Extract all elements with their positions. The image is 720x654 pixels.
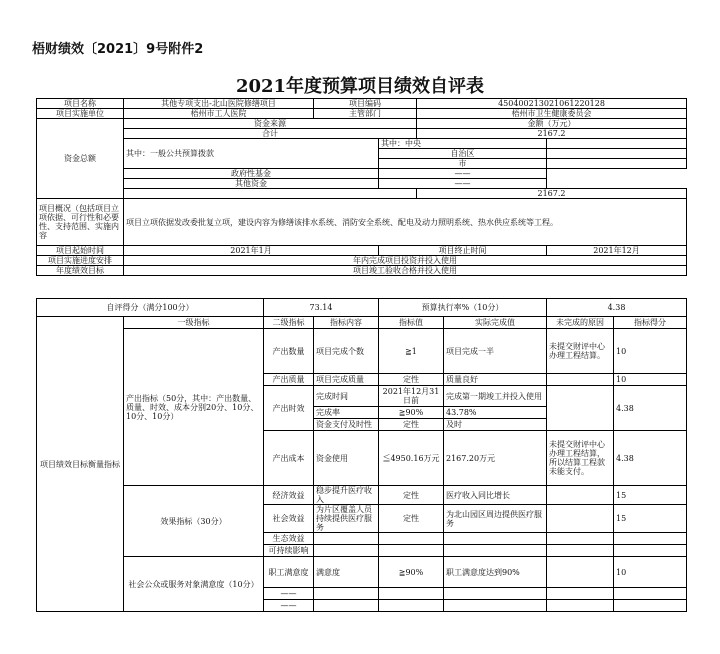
self-score: 73.14: [264, 299, 379, 317]
time3-actual: 及时: [444, 419, 547, 431]
header-score: 指标得分: [614, 317, 687, 329]
start-time: 2021年1月: [124, 246, 379, 256]
time2-content: 完成率: [314, 407, 379, 419]
cost-value: ≦4950.16万元: [379, 431, 444, 486]
time-reason: [547, 386, 614, 431]
sat2-score: [614, 588, 687, 600]
schedule: 年内完成项目投资并投入使用: [124, 256, 687, 266]
other-fund-amount: ——: [379, 179, 547, 189]
label-annual-goal: 年度绩效目标: [37, 266, 124, 276]
satisfaction-score: 10: [614, 557, 687, 588]
label-goal-indicators: 项目绩效目标衡量指标: [37, 317, 124, 612]
other-amount: 2167.2: [417, 189, 687, 199]
central-amount: [547, 139, 687, 149]
label-impl-unit: 项目实施单位: [37, 109, 124, 119]
sustain-content: [314, 545, 379, 557]
cost-l2: 产出成本: [264, 431, 314, 486]
eco-reason: [547, 533, 614, 545]
label-fund-source: 资金来源: [124, 119, 417, 129]
label-amount: 金额（万元）: [417, 119, 687, 129]
label-total: 合计: [124, 129, 417, 139]
time1-content: 完成时间: [314, 386, 379, 407]
sat2-content: [314, 588, 379, 600]
social-l2: 社会效益: [264, 505, 314, 533]
econ-content: 稳步提升医疗收入: [314, 486, 379, 505]
header-l2: 二级指标: [264, 317, 314, 329]
sat2-actual: [444, 588, 547, 600]
qty-l2: 产出数量: [264, 329, 314, 374]
label-gov-fund: 政府性基金: [124, 169, 379, 179]
satisfaction-l2: 职工满意度: [264, 557, 314, 588]
impl-unit: 梧州市工人医院: [124, 109, 314, 119]
econ-score: 15: [614, 486, 687, 505]
label-schedule: 项目实施进度安排: [37, 256, 124, 266]
quality-actual: 质量良好: [444, 374, 547, 386]
exec-rate: 4.38: [547, 299, 687, 317]
social-actual: 为北山园区周边提供医疗服务: [444, 505, 547, 533]
label-start: 项目起始时间: [37, 246, 124, 256]
label-supervisor: 主管部门: [314, 109, 417, 119]
annual-goal: 项目竣工验收合格并投入使用: [124, 266, 687, 276]
sat3-score: [614, 600, 687, 612]
eco-actual: [444, 533, 547, 545]
sustain-score: [614, 545, 687, 557]
time3-content: 资金支付及时性: [314, 419, 379, 431]
label-other-fund: 其他资金: [124, 179, 379, 189]
form-title: 2021年度预算项目绩效自评表: [235, 76, 485, 97]
label-satisfaction: 社会公众或服务对象满意度（10分）: [124, 557, 264, 612]
header-content: 指标内容: [314, 317, 379, 329]
label-overview: 项目概况（包括项目立项依据、可行性和必要性、支持范围、实施内容: [37, 199, 124, 246]
cost-reason: 未提交财评中心办理工程结算，所以结算工程款未能支付。: [547, 431, 614, 486]
total-amount: 2167.2: [417, 129, 687, 139]
time1-value: 2021年12月31日前: [379, 386, 444, 407]
supervisor: 梧州市卫生健康委员会: [417, 109, 687, 119]
document-number: 梧财绩效〔2021〕9号附件2: [32, 42, 204, 57]
header-reason: 未完成的原因: [547, 317, 614, 329]
label-exec-rate: 预算执行率%（10分）: [379, 299, 547, 317]
satisfaction-value: ≧90%: [379, 557, 444, 588]
qty-score: 10: [614, 329, 687, 374]
time-l2: 产出时效: [264, 386, 314, 431]
sat2-reason: [547, 588, 614, 600]
sat3-content: [314, 600, 379, 612]
project-code: 450400213021061220128: [417, 99, 687, 109]
label-project-name: 项目名称: [37, 99, 124, 109]
social-reason: [547, 505, 614, 533]
label-general-budget: 其中：一般公共预算拨款: [124, 139, 379, 169]
label-central: 其中：中央: [379, 139, 547, 149]
quality-l2: 产出质量: [264, 374, 314, 386]
sustain-actual: [444, 545, 547, 557]
time1-actual: 完成第一期竣工并投入使用: [444, 386, 547, 407]
sat3-value: [379, 600, 444, 612]
label-effect-indicators: 效果指标（30分）: [124, 486, 264, 557]
header-value: 指标值: [379, 317, 444, 329]
econ-l2: 经济效益: [264, 486, 314, 505]
label-output-indicators: 产出指标（50分，其中：产出数量、质量、时效、成本分别20分、10分、10分、10分）: [124, 329, 264, 486]
label-city: 市: [379, 159, 547, 169]
header-l1: 一级指标: [124, 317, 264, 329]
quality-score: 10: [614, 374, 687, 386]
eco-content: [314, 533, 379, 545]
satisfaction-actual: 职工满意度达到90%: [444, 557, 547, 588]
satisfaction-reason: [547, 557, 614, 588]
cost-content: 资金使用: [314, 431, 379, 486]
label-project-code: 项目编码: [314, 99, 417, 109]
sat2-value: [379, 588, 444, 600]
sat3-actual: [444, 600, 547, 612]
social-value: 定性: [379, 505, 444, 533]
quality-content: 项目完成质量: [314, 374, 379, 386]
time3-value: 定性: [379, 419, 444, 431]
qty-actual: 项目完成一半: [444, 329, 547, 374]
label-self-score: 自评得分（满分100分）: [37, 299, 264, 317]
eco-value: [379, 533, 444, 545]
indicator-table: [36, 298, 687, 612]
project-info-table: [36, 98, 687, 276]
project-overview: 项目立项依据发改委批复立项，建设内容为修缮该排水系统、消防安全系统、配电及动力照明系统、热水供应系统等工程。: [124, 199, 687, 246]
econ-reason: [547, 486, 614, 505]
blank-cell: [124, 189, 417, 199]
satisfaction-content: 满意度: [314, 557, 379, 588]
econ-value: 定性: [379, 486, 444, 505]
satisfaction-dash2: ——: [264, 600, 314, 612]
region-amount: [547, 149, 687, 159]
sat3-reason: [547, 600, 614, 612]
qty-content: 项目完成个数: [314, 329, 379, 374]
sustain-value: [379, 545, 444, 557]
label-region: 自治区: [379, 149, 547, 159]
label-fund-total: 资金总额: [37, 119, 124, 199]
eco-score: [614, 533, 687, 545]
city-amount: [547, 159, 687, 169]
time2-value: ≧90%: [379, 407, 444, 419]
gov-fund-amount: ——: [379, 169, 547, 179]
quality-reason: [547, 374, 614, 386]
eco-l2: 生态效益: [264, 533, 314, 545]
econ-actual: 医疗收入同比增长: [444, 486, 547, 505]
cost-actual: 2167.20万元: [444, 431, 547, 486]
social-score: 15: [614, 505, 687, 533]
qty-value: ≧1: [379, 329, 444, 374]
satisfaction-dash1: ——: [264, 588, 314, 600]
project-name: 其他专项支出-北山医院修缮项目: [124, 99, 314, 109]
sustain-reason: [547, 545, 614, 557]
sustain-l2: 可持续影响: [264, 545, 314, 557]
time-score: 4.38: [614, 386, 687, 431]
cost-score: 4.38: [614, 431, 687, 486]
header-actual: 实际完成值: [444, 317, 547, 329]
qty-reason: 未提交财评中心办理工程结算。: [547, 329, 614, 374]
social-content: 为片区覆盖人员持续提供医疗服务: [314, 505, 379, 533]
end-time: 2021年12月: [547, 246, 687, 256]
quality-value: 定性: [379, 374, 444, 386]
time2-actual: 43.78%: [444, 407, 547, 419]
label-end: 项目终止时间: [379, 246, 547, 256]
